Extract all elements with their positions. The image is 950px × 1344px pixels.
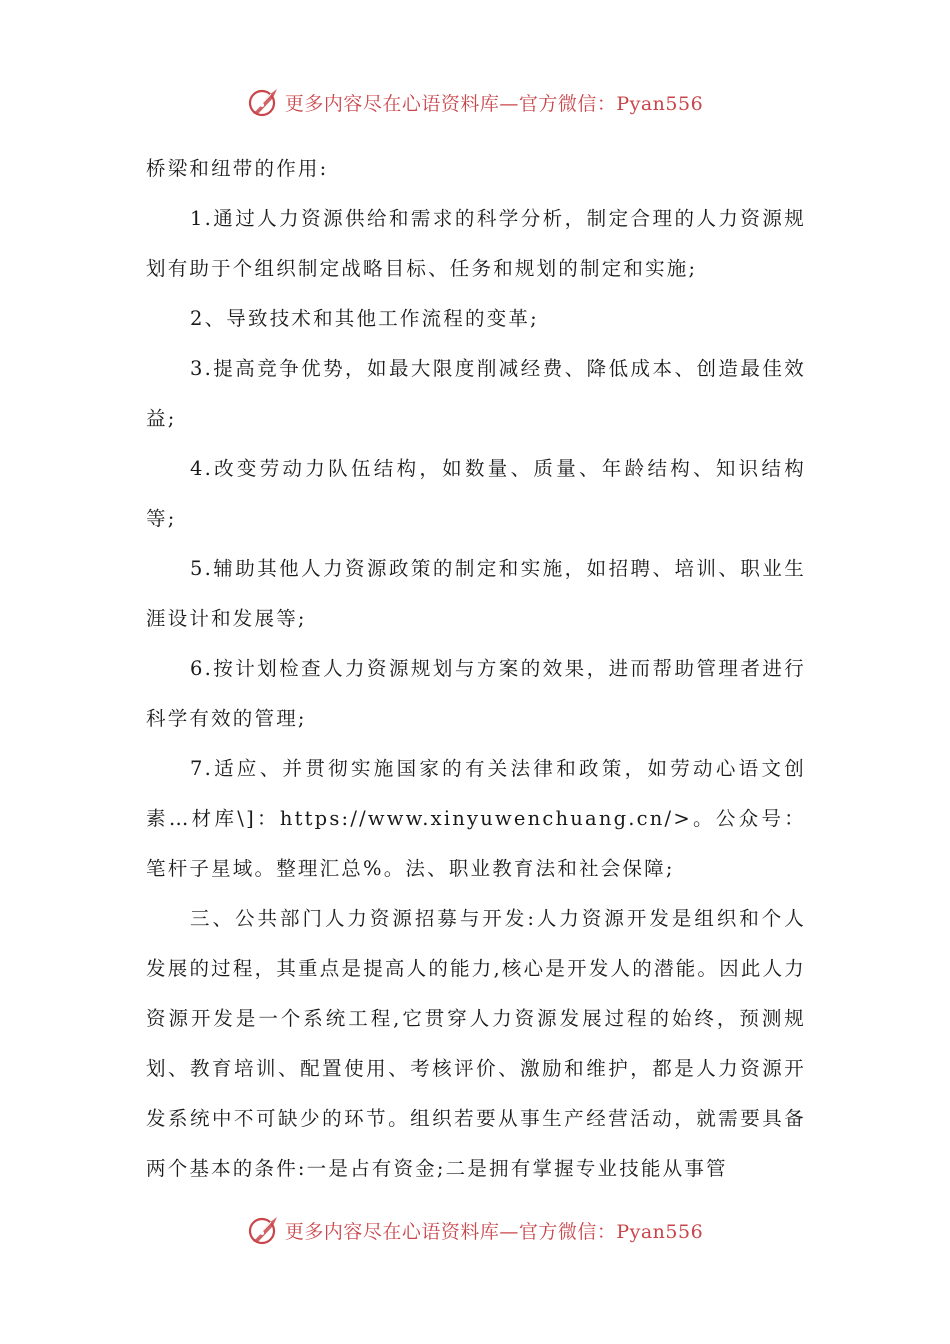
paragraph: 三、公共部门人力资源招募与开发:人力资源开发是组织和个人发展的过程，其重点是提高人的能力,核心是开发人的潜能。因此人力资源开发是一个系统工程,它贯穿人力资源发展过程的始终，预测规划、教育培训、配置使用、考核评价、激励和维护，都是人力资源开发系统中不可缺少的环节。组织若要从事生产经营活动，就需要具备两个基本的条件:一是占有资金;二是拥有掌握专业技能从事管 (146, 907, 806, 1180)
paragraph: 6.按计划检查人力资源规划与方案的效果，进而帮助管理者进行科学有效的管理; (146, 657, 806, 730)
pen-nib-icon (247, 1213, 281, 1247)
document-body (146, 144, 806, 1194)
paragraph: 7.适应、并贯彻实施国家的有关法律和政策，如劳动心语文创素…材库\]：https://www.xinyuwenchuang.cn/>。公众号：笔杆子星域。整理汇总%。法、职业教育法和社会保障; (146, 757, 806, 880)
watermark-text: 更多内容尽在心语资料库—官方微信：Pyan556 (284, 1220, 704, 1243)
paragraph: 2、导致技术和其他工作流程的变革; (190, 307, 539, 330)
header-watermark (0, 82, 950, 122)
paragraph: 4.改变劳动力队伍结构，如数量、质量、年龄结构、知识结构等; (146, 457, 806, 530)
footer-watermark (0, 1210, 950, 1250)
pen-nib-icon (247, 85, 281, 119)
paragraph: 3.提高竞争优势，如最大限度削减经费、降低成本、创造最佳效益; (146, 357, 806, 430)
watermark-text: 更多内容尽在心语资料库—官方微信：Pyan556 (284, 92, 704, 115)
paragraph: 桥梁和纽带的作用: (146, 157, 329, 180)
paragraph: 1.通过人力资源供给和需求的科学分析，制定合理的人力资源规划有助于个组织制定战略目标、任务和规划的制定和实施; (146, 207, 806, 280)
paragraph: 5.辅助其他人力资源政策的制定和实施，如招聘、培训、职业生涯设计和发展等; (146, 557, 806, 630)
